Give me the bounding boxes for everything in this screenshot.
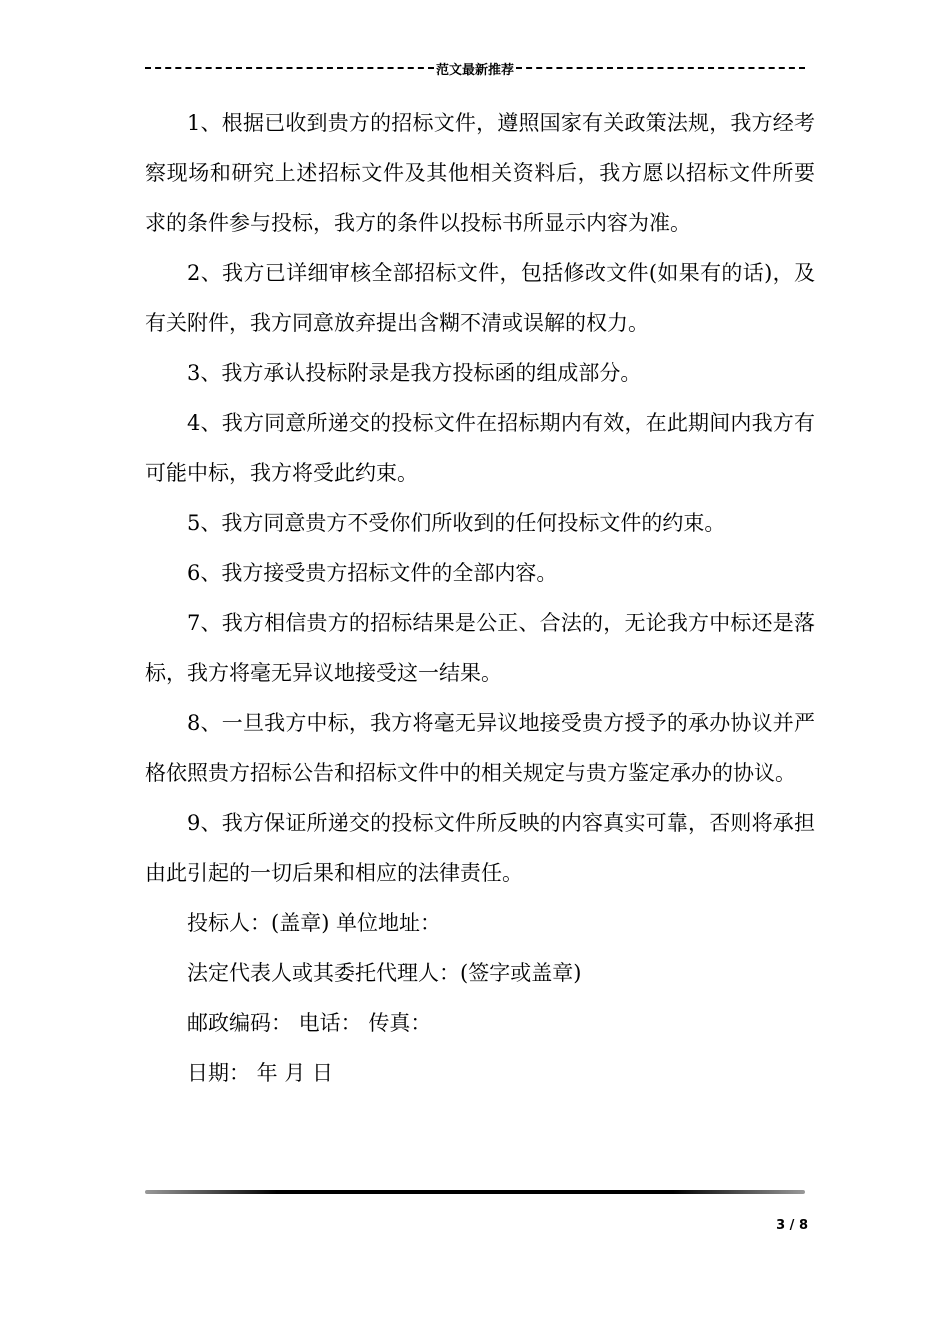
header-label: 范文最新推荐	[436, 62, 515, 78]
bidder-line: 投标人：(盖章) 单位地址：	[187, 911, 442, 935]
clause-1: 1、根据已收到贵方的招标文件，遵照国家有关政策法规，我方经考察现场和研究上述招标文件及其他相关资料后，我方愿以招标文件所要求的条件参与投标，我方的条件以投标书所显示内容为准。	[145, 111, 815, 235]
footer-rule	[145, 1190, 805, 1194]
clause-3: 3、我方承认投标附录是我方投标函的组成部分。	[187, 361, 642, 385]
clause-5: 5、我方同意贵方不受你们所收到的任何投标文件的约束。	[187, 511, 726, 535]
date-line: 日期： 年 月 日	[187, 1061, 334, 1085]
contact-line: 邮政编码： 电话： 传真：	[187, 1011, 432, 1035]
clause-8: 8、一旦我方中标，我方将毫无异议地接受贵方授予的承办协议并严格依照贵方招标公告和招标文件中的相关规定与贵方鉴定承办的协议。	[145, 711, 815, 785]
clause-6: 6、我方接受贵方招标文件的全部内容。	[187, 561, 558, 585]
clause-2: 2、我方已详细审核全部招标文件，包括修改文件(如果有的话)，及有关附件，我方同意放弃提出含糊不清或误解的权力。	[145, 261, 815, 335]
header-rule	[145, 58, 805, 78]
header-dash-left	[145, 67, 434, 69]
clause-4: 4、我方同意所递交的投标文件在招标期内有效，在此期间内我方有可能中标，我方将受此约束。	[145, 411, 815, 485]
header-dash-right	[516, 67, 805, 69]
representative-line: 法定代表人或其委托代理人：(签字或盖章)	[187, 961, 582, 985]
page-number: 3 / 8	[776, 1218, 808, 1233]
document-body	[145, 98, 815, 1098]
clause-9: 9、我方保证所递交的投标文件所反映的内容真实可靠，否则将承担由此引起的一切后果和相应的法律责任。	[145, 811, 815, 885]
clause-7: 7、我方相信贵方的招标结果是公正、合法的，无论我方中标还是落标，我方将毫无异议地接受这一结果。	[145, 611, 815, 685]
